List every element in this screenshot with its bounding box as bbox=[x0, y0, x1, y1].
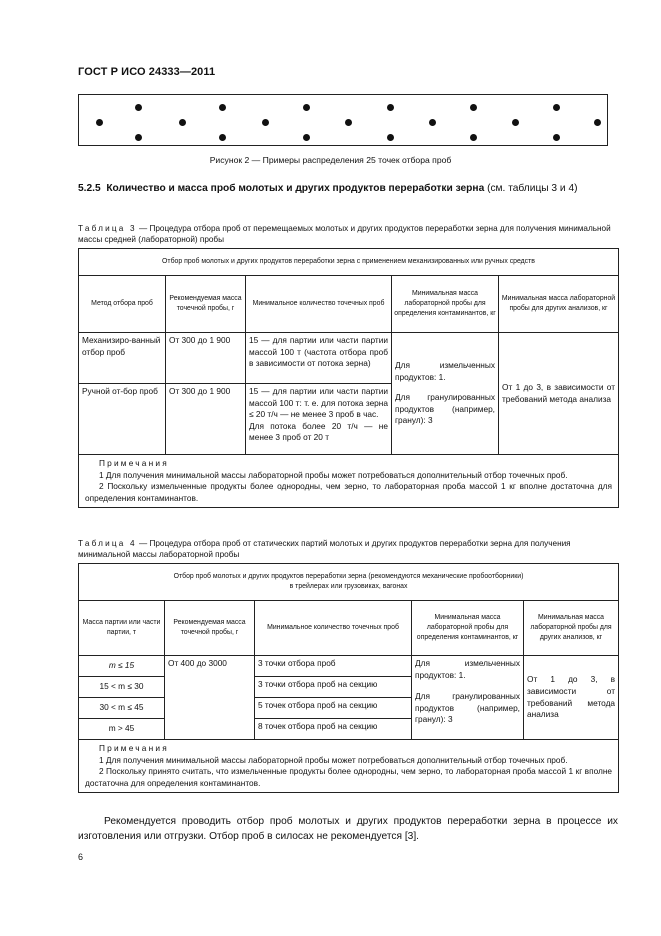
sampling-points-figure bbox=[78, 94, 608, 146]
section-title: Количество и масса проб молотых и других продуктов переработки зерна bbox=[106, 183, 485, 194]
table4-notes bbox=[79, 740, 619, 793]
page-number: 6 bbox=[78, 852, 84, 862]
sampling-point-dot bbox=[387, 134, 394, 141]
sampling-point-dot bbox=[303, 134, 310, 141]
table3-group-header: Отбор проб молотых и других продуктов переработки зерна с применением механизированных или ручных средств bbox=[79, 249, 619, 276]
sampling-point-dot bbox=[387, 104, 394, 111]
table4-contaminants-cell bbox=[412, 656, 524, 740]
sampling-point-dot bbox=[345, 119, 352, 126]
table4-notes-title: Примечания bbox=[99, 743, 169, 753]
table4-label: Таблица 4 bbox=[78, 539, 137, 548]
sampling-point-dot bbox=[179, 119, 186, 126]
table3-row2-count bbox=[246, 384, 392, 455]
table3-contam-milled: Для измельченных продуктов: 1. bbox=[395, 360, 495, 382]
table4-note1: 1 Для получения минимальной массы лабораторной пробы может потребоваться дополнительный отбор точечных проб. bbox=[99, 754, 568, 765]
table4-group-header bbox=[79, 564, 619, 601]
sampling-point-dot bbox=[429, 119, 436, 126]
sampling-point-dot bbox=[219, 104, 226, 111]
table3-label: Таблица 3 bbox=[78, 224, 137, 233]
table4-mass-cell: От 400 до 3000 bbox=[165, 656, 255, 740]
table4-row-count: 3 точки отбора проб bbox=[255, 656, 412, 677]
table4-row-lot: m ≤ 15 bbox=[79, 656, 165, 677]
sampling-point-dot bbox=[219, 134, 226, 141]
sampling-point-dot bbox=[512, 119, 519, 126]
table3-other-cell: От 1 до 3, в зависимости от требований метода анализа bbox=[499, 333, 619, 455]
figure-caption: Рисунок 2 — Примеры распределения 25 точек отбора проб bbox=[209, 155, 452, 165]
table4-row-count: 5 точек отбора проб на секцию bbox=[255, 698, 412, 719]
table3-caption-text: — Процедура отбора проб от перемещаемых молотых и других продуктов переработки зерна для получения минимальной массы средней (лабораторной) пробы bbox=[78, 224, 611, 244]
table3-row1-mass: От 300 до 1 900 bbox=[166, 333, 246, 384]
table4-contam-granulated: Для гранулированных продуктов (например, гранул): 3 bbox=[415, 691, 520, 725]
table4-col-mass: Рекомендуемая масса точечной пробы, г bbox=[165, 601, 255, 656]
table3-row2-count-a: 15 — для партии или части партии массой 100 т: т. е. для потока зерна ≤ 20 т/ч — не менее 3 проб в час. bbox=[249, 386, 388, 420]
table4-other-cell: От 1 до 3, в зависимости от требований метода анализа bbox=[524, 656, 619, 740]
sampling-point-dot bbox=[470, 134, 477, 141]
section-number: 5.2.5 bbox=[78, 183, 101, 194]
table4-row-lot: m > 45 bbox=[79, 719, 165, 740]
table4-col-lot: Масса партии или части партии, т bbox=[79, 601, 165, 656]
table3-col-method: Метод отбора проб bbox=[79, 276, 166, 333]
table4-caption-text: — Процедура отбора проб от статических партий молотых и других продуктов переработки зерна для получения минимальной массы лабораторной пробы bbox=[78, 539, 571, 559]
table3-row2-count-b: Для потока более 20 т/ч — не менее 3 проб от 20 т bbox=[249, 420, 388, 443]
table3-row1-count: 15 — для партии или части партии массой 100 т (частота отбора проб в зависимости от потока зерна) bbox=[246, 333, 392, 384]
table4-group-header-line2: в трейлерах или грузовиках, вагонах bbox=[289, 583, 408, 590]
table4-row-count: 8 точек отбора проб на секцию bbox=[255, 719, 412, 740]
table3-row2-mass: От 300 до 1 900 bbox=[166, 384, 246, 455]
sampling-point-dot bbox=[470, 104, 477, 111]
sampling-point-dot bbox=[135, 104, 142, 111]
sampling-point-dot bbox=[262, 119, 269, 126]
sampling-point-dot bbox=[553, 134, 560, 141]
table4-col-contaminants: Минимальная масса лабораторной пробы для определения контаминантов, кг bbox=[412, 601, 524, 656]
table3 bbox=[78, 248, 619, 508]
table4-row-lot: 30 < m ≤ 45 bbox=[79, 698, 165, 719]
table3-col-count: Минимальное количество точечных проб bbox=[246, 276, 392, 333]
table4-row-lot: 15 < m ≤ 30 bbox=[79, 677, 165, 698]
table3-row1-method: Механизиро-ванный отбор проб bbox=[79, 333, 166, 384]
table4-group-header-line1: Отбор проб молотых и других продуктов переработки зерна (рекомендуются механические пробоотборники) bbox=[173, 573, 524, 580]
sampling-point-dot bbox=[135, 134, 142, 141]
table3-notes-title: Примечания bbox=[99, 458, 169, 468]
table4 bbox=[78, 563, 619, 793]
table3-col-other: Минимальная масса лабораторной пробы для других анализов, кг bbox=[499, 276, 619, 333]
table4-col-other: Минимальная масса лабораторной пробы для других анализов, кг bbox=[524, 601, 619, 656]
table4-caption bbox=[78, 538, 618, 560]
table3-note1: 1 Для получения минимальной массы лабораторной пробы может потребоваться дополнительный отбор точечных проб. bbox=[99, 469, 568, 480]
section-heading bbox=[78, 181, 618, 196]
table4-col-count: Минимальное количество точечных проб bbox=[255, 601, 412, 656]
table4-contam-milled: Для измельченных продуктов: 1. bbox=[415, 658, 520, 680]
table3-contam-granulated: Для гранулированных продуктов (например, гранул): 3 bbox=[395, 392, 495, 426]
sampling-point-dot bbox=[553, 104, 560, 111]
closing-paragraph: Рекомендуется проводить отбор проб молотых и других продуктов переработки зерна в процессе их изготовления или отгрузки. Отбор проб в силосах не рекомендуется [3]. bbox=[78, 816, 618, 842]
document-code-header: ГОСТ Р ИСО 24333—2011 bbox=[78, 66, 216, 78]
table3-caption bbox=[78, 223, 618, 245]
table3-col-contaminants: Минимальная масса лабораторной пробы для определения контаминантов, кг bbox=[392, 276, 499, 333]
sampling-point-dot bbox=[303, 104, 310, 111]
table4-note2: 2 Поскольку принято считать, что измельченные продукты более однородны, чем зерно, то лабораторная проба массой 1 кг вполне достаточна для определения контаминантов. bbox=[85, 766, 613, 788]
sampling-point-dot bbox=[594, 119, 601, 126]
table3-row2-method: Ручной от-бор проб bbox=[79, 384, 166, 455]
sampling-point-dot bbox=[96, 119, 103, 126]
table4-row-count: 3 точки отбора проб на секцию bbox=[255, 677, 412, 698]
section-title-suffix: (см. таблицы 3 и 4) bbox=[484, 183, 578, 194]
table3-col-mass: Рекомендуемая масса точечной пробы, г bbox=[166, 276, 246, 333]
table3-contaminants-cell bbox=[392, 333, 499, 455]
table3-note2: 2 Поскольку измельченные продукты более однородны, чем зерно, то лабораторная проба массой 1 кг вполне достаточна для определения контаминантов. bbox=[85, 481, 613, 503]
table3-notes bbox=[79, 455, 619, 508]
